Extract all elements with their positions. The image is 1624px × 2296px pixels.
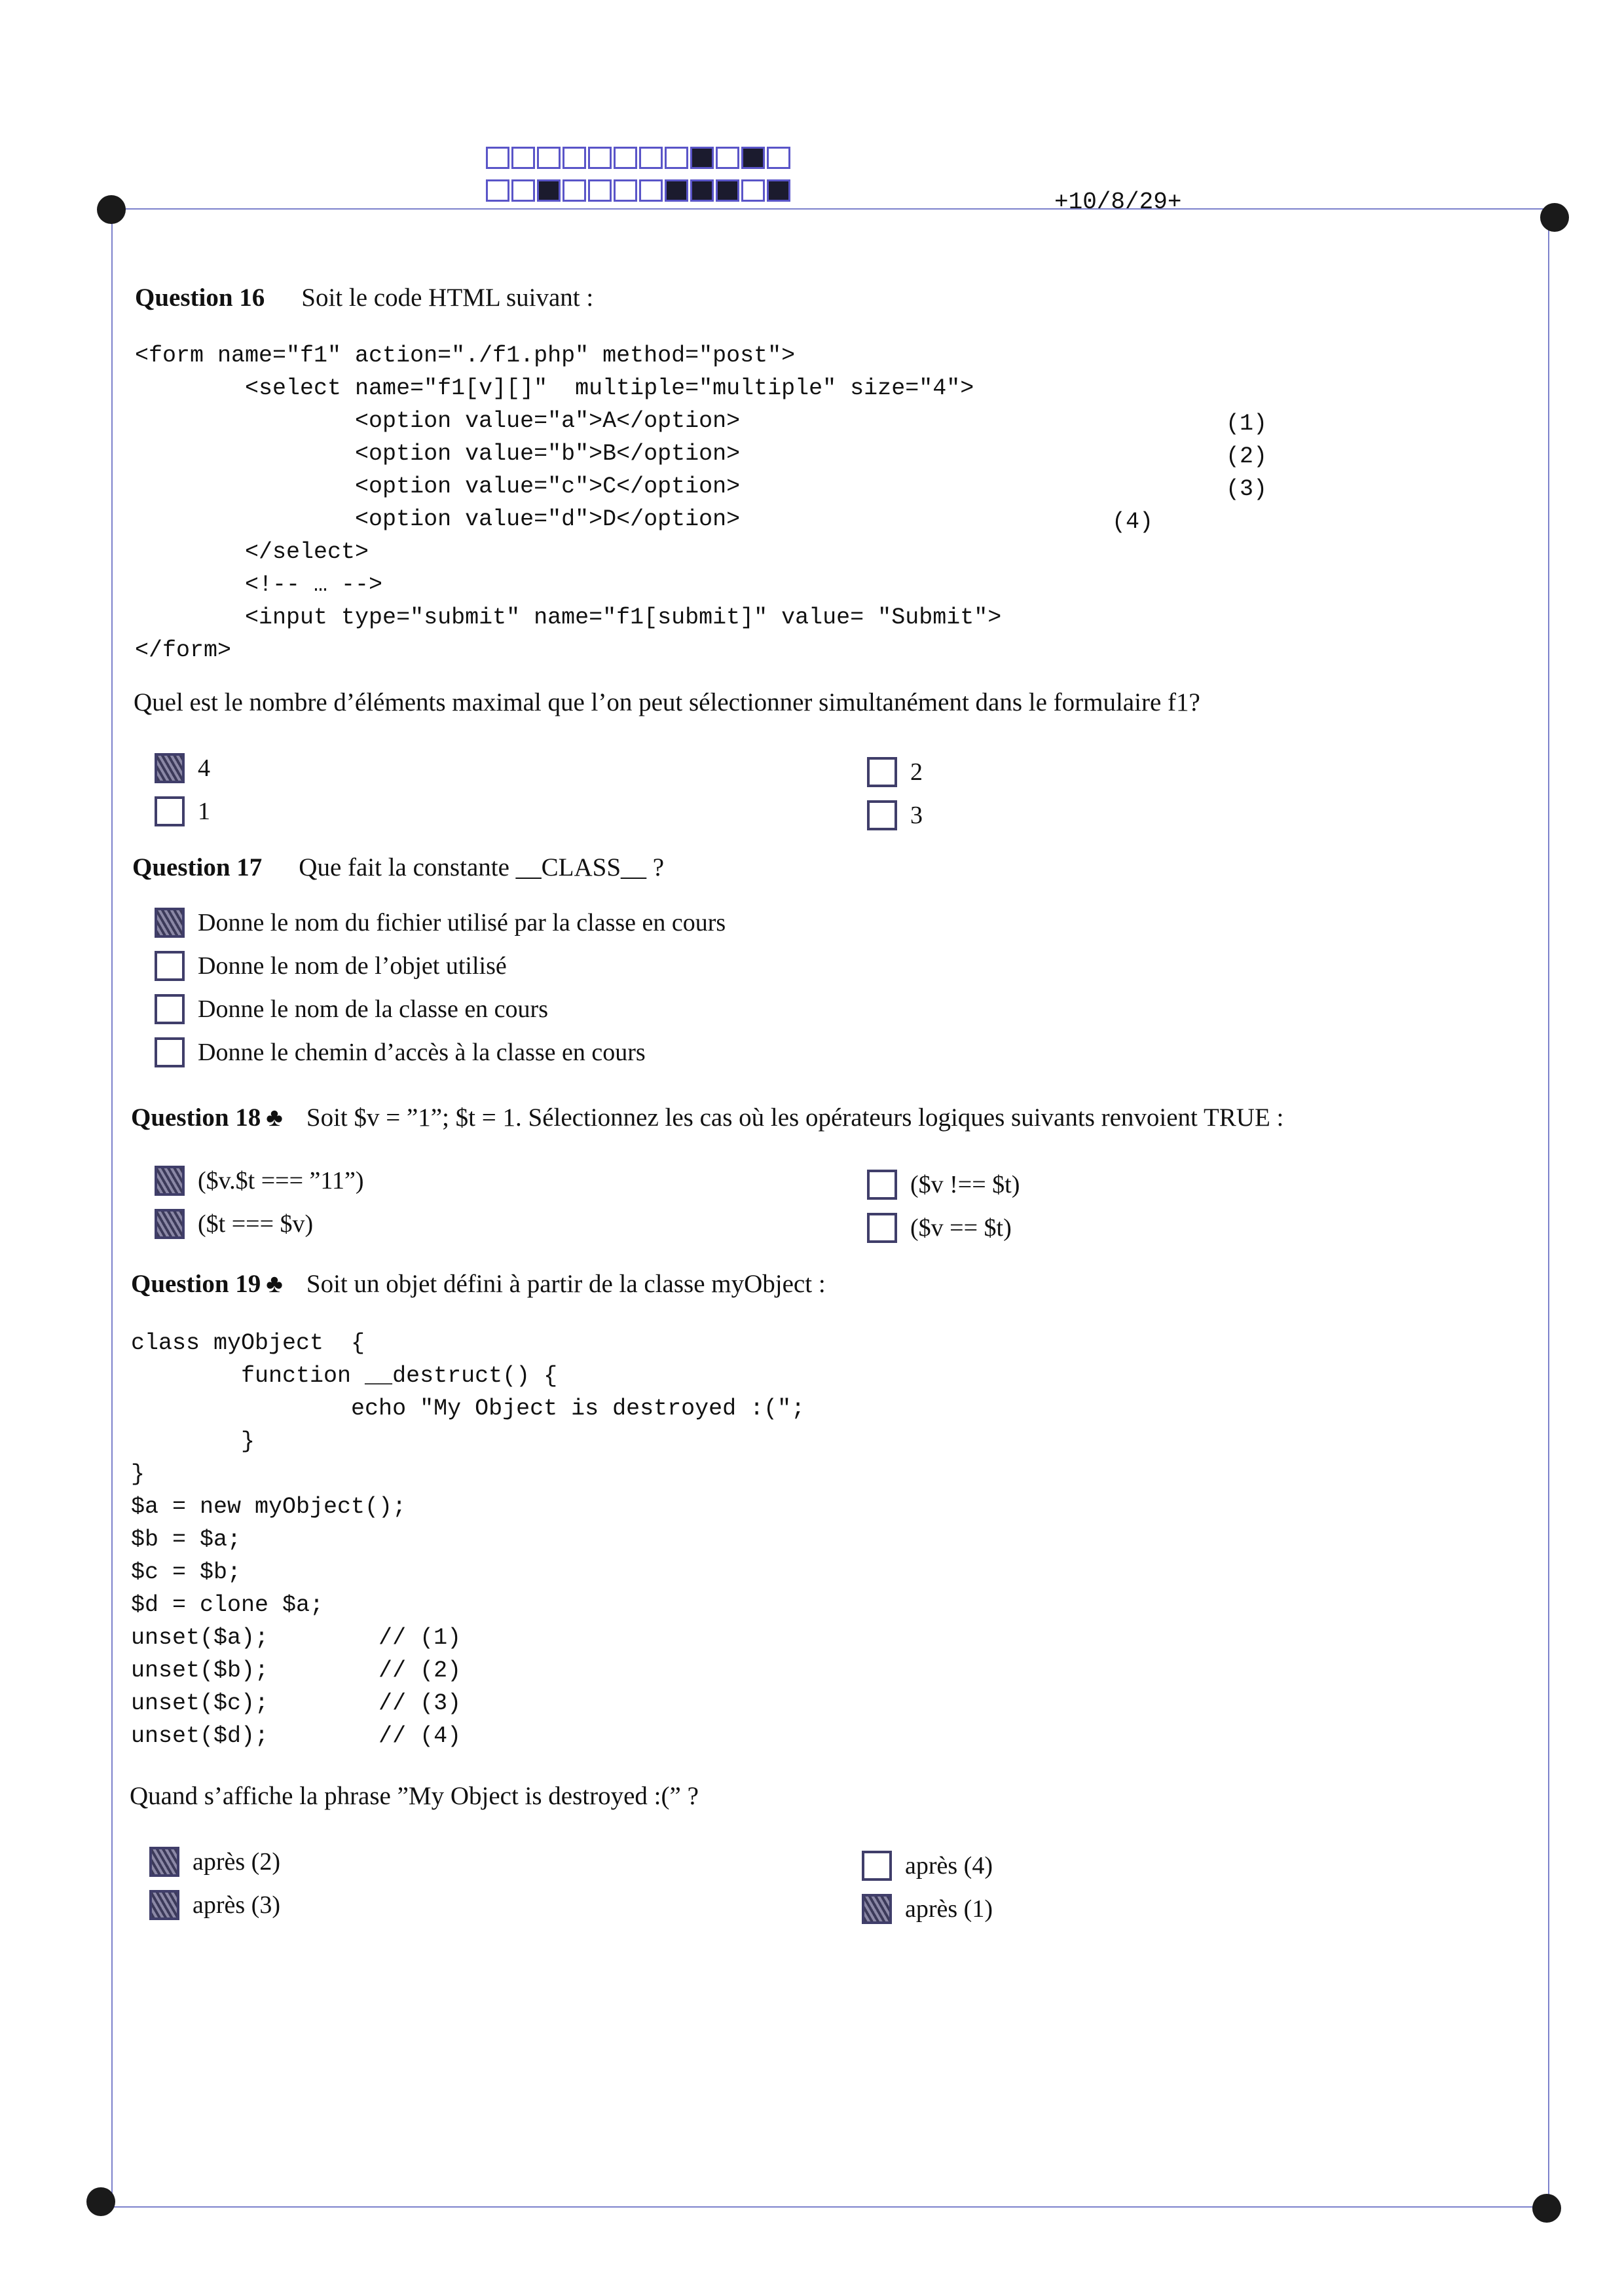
answer-option[interactable]: [867, 1213, 1012, 1243]
code-marker: (1): [1226, 411, 1268, 437]
question-18-header: [131, 1103, 1283, 1132]
checkbox[interactable]: [155, 994, 185, 1024]
registration-mark: [1532, 2194, 1561, 2223]
club-icon: ♣: [266, 1103, 283, 1132]
option-label: 2: [910, 758, 923, 786]
checkbox[interactable]: [867, 1170, 897, 1200]
id-barcode-row-1: [486, 147, 792, 169]
option-label: après (4): [905, 1852, 993, 1879]
barcode-cell: [563, 147, 586, 169]
id-barcode-row-2: [486, 179, 792, 202]
checkbox[interactable]: [155, 1166, 185, 1196]
checkbox[interactable]: [155, 796, 185, 826]
answer-option[interactable]: [155, 753, 210, 783]
checkbox[interactable]: [155, 1037, 185, 1067]
barcode-cell: [486, 147, 509, 169]
option-label: après (2): [193, 1848, 280, 1876]
club-icon: ♣: [266, 1270, 283, 1298]
barcode-cell: [741, 179, 765, 202]
option-label: 3: [910, 802, 923, 829]
question-prompt: Que fait la constante __CLASS__ ?: [299, 853, 665, 881]
barcode-cell: [741, 147, 765, 169]
answer-option[interactable]: [155, 796, 210, 826]
option-label: Donne le nom de la classe en cours: [198, 995, 548, 1023]
question-17-header: [132, 853, 664, 882]
barcode-cell: [665, 179, 688, 202]
option-label: Donne le nom du fichier utilisé par la classe en cours: [198, 909, 726, 936]
question-prompt: Soit le code HTML suivant :: [301, 284, 594, 312]
barcode-cell: [563, 179, 586, 202]
registration-mark: [1540, 203, 1569, 232]
answer-option[interactable]: [862, 1894, 993, 1924]
answer-option[interactable]: [867, 1170, 1020, 1200]
barcode-cell: [537, 179, 561, 202]
barcode-cell: [537, 147, 561, 169]
answer-option[interactable]: [155, 1037, 646, 1067]
barcode-cell: [639, 147, 663, 169]
barcode-cell: [690, 147, 714, 169]
code-marker: (4): [1112, 509, 1154, 535]
option-label: Donne le nom de l’objet utilisé: [198, 952, 507, 980]
checkbox[interactable]: [155, 753, 185, 783]
question-number: Question 18: [131, 1103, 261, 1132]
question-number: Question 17: [132, 853, 263, 881]
barcode-cell: [511, 147, 535, 169]
question-16-header: [135, 283, 593, 312]
barcode-cell: [511, 179, 535, 202]
registration-mark: [97, 195, 126, 224]
answer-option[interactable]: [867, 757, 923, 787]
option-label: après (1): [905, 1895, 993, 1923]
checkbox[interactable]: [867, 757, 897, 787]
code-marker: (2): [1226, 443, 1268, 470]
option-label: ($v == $t): [910, 1214, 1012, 1242]
registration-mark: [86, 2187, 115, 2216]
option-label: Donne le chemin d’accès à la classe en cours: [198, 1039, 646, 1066]
answer-option[interactable]: [867, 800, 923, 830]
barcode-cell: [588, 147, 612, 169]
barcode-cell: [690, 179, 714, 202]
answer-option[interactable]: [155, 908, 726, 938]
option-label: ($v.$t === ”11”): [198, 1167, 364, 1194]
barcode-cell: [486, 179, 509, 202]
answer-option[interactable]: [862, 1851, 993, 1881]
checkbox[interactable]: [155, 908, 185, 938]
checkbox[interactable]: [155, 1209, 185, 1239]
question-text: Quel est le nombre d’éléments maximal que l’on peut sélectionner simultanément dans le formulaire f1?: [134, 688, 1200, 716]
option-label: 4: [198, 754, 210, 782]
question-prompt: Soit un objet défini à partir de la classe myObject :: [306, 1270, 826, 1298]
barcode-cell: [716, 147, 739, 169]
html-code-block: <form name="f1" action="./f1.php" method="post"> <select name="f1[v][]" multiple="multiple" size="4"> <option value="a">A</option> <option value="b">B</option> <option value="c">C</option> <option value="d">D</option> </select> <!-- … --> <input type="submit" name="f1[submit]" value= "Submit"> </form>: [135, 343, 1002, 663]
barcode-cell: [639, 179, 663, 202]
php-code-block: class myObject { function __destruct() { echo "My Object is destroyed :("; } } $a = new myObject(); $b = $a; $c = $b; $d = clone $a; unset($a); // (1) unset($b); // (2) unset($c); // (3) unset($d); // (4): [131, 1330, 805, 1749]
answer-option[interactable]: [155, 1166, 364, 1196]
barcode-cell: [665, 147, 688, 169]
code-marker: (3): [1226, 476, 1268, 502]
option-label: après (3): [193, 1891, 280, 1919]
option-label: ($t === $v): [198, 1210, 314, 1238]
option-label: 1: [198, 798, 210, 825]
barcode-cell: [716, 179, 739, 202]
checkbox[interactable]: [862, 1894, 892, 1924]
page-id: +10/8/29+: [1054, 189, 1182, 215]
checkbox[interactable]: [155, 951, 185, 981]
question-number: Question 19: [131, 1270, 261, 1298]
checkbox[interactable]: [867, 800, 897, 830]
question-19-header: [131, 1269, 826, 1299]
answer-option[interactable]: [149, 1890, 280, 1920]
barcode-cell: [767, 147, 790, 169]
barcode-cell: [588, 179, 612, 202]
barcode-cell: [614, 147, 637, 169]
checkbox[interactable]: [862, 1851, 892, 1881]
checkbox[interactable]: [149, 1890, 179, 1920]
question-number: Question 16: [135, 284, 265, 312]
option-label: ($v !== $t): [910, 1171, 1020, 1198]
checkbox[interactable]: [149, 1847, 179, 1877]
checkbox[interactable]: [867, 1213, 897, 1243]
question-prompt: Soit $v = ”1”; $t = 1. Sélectionnez les cas où les opérateurs logiques suivants renvoient TRUE :: [306, 1103, 1284, 1132]
answer-option[interactable]: [149, 1847, 280, 1877]
barcode-cell: [767, 179, 790, 202]
question-text: Quand s’affiche la phrase ”My Object is destroyed :(” ?: [130, 1782, 699, 1810]
answer-option[interactable]: [155, 1209, 313, 1239]
answer-option[interactable]: [155, 994, 548, 1024]
answer-option[interactable]: [155, 951, 507, 981]
barcode-cell: [614, 179, 637, 202]
